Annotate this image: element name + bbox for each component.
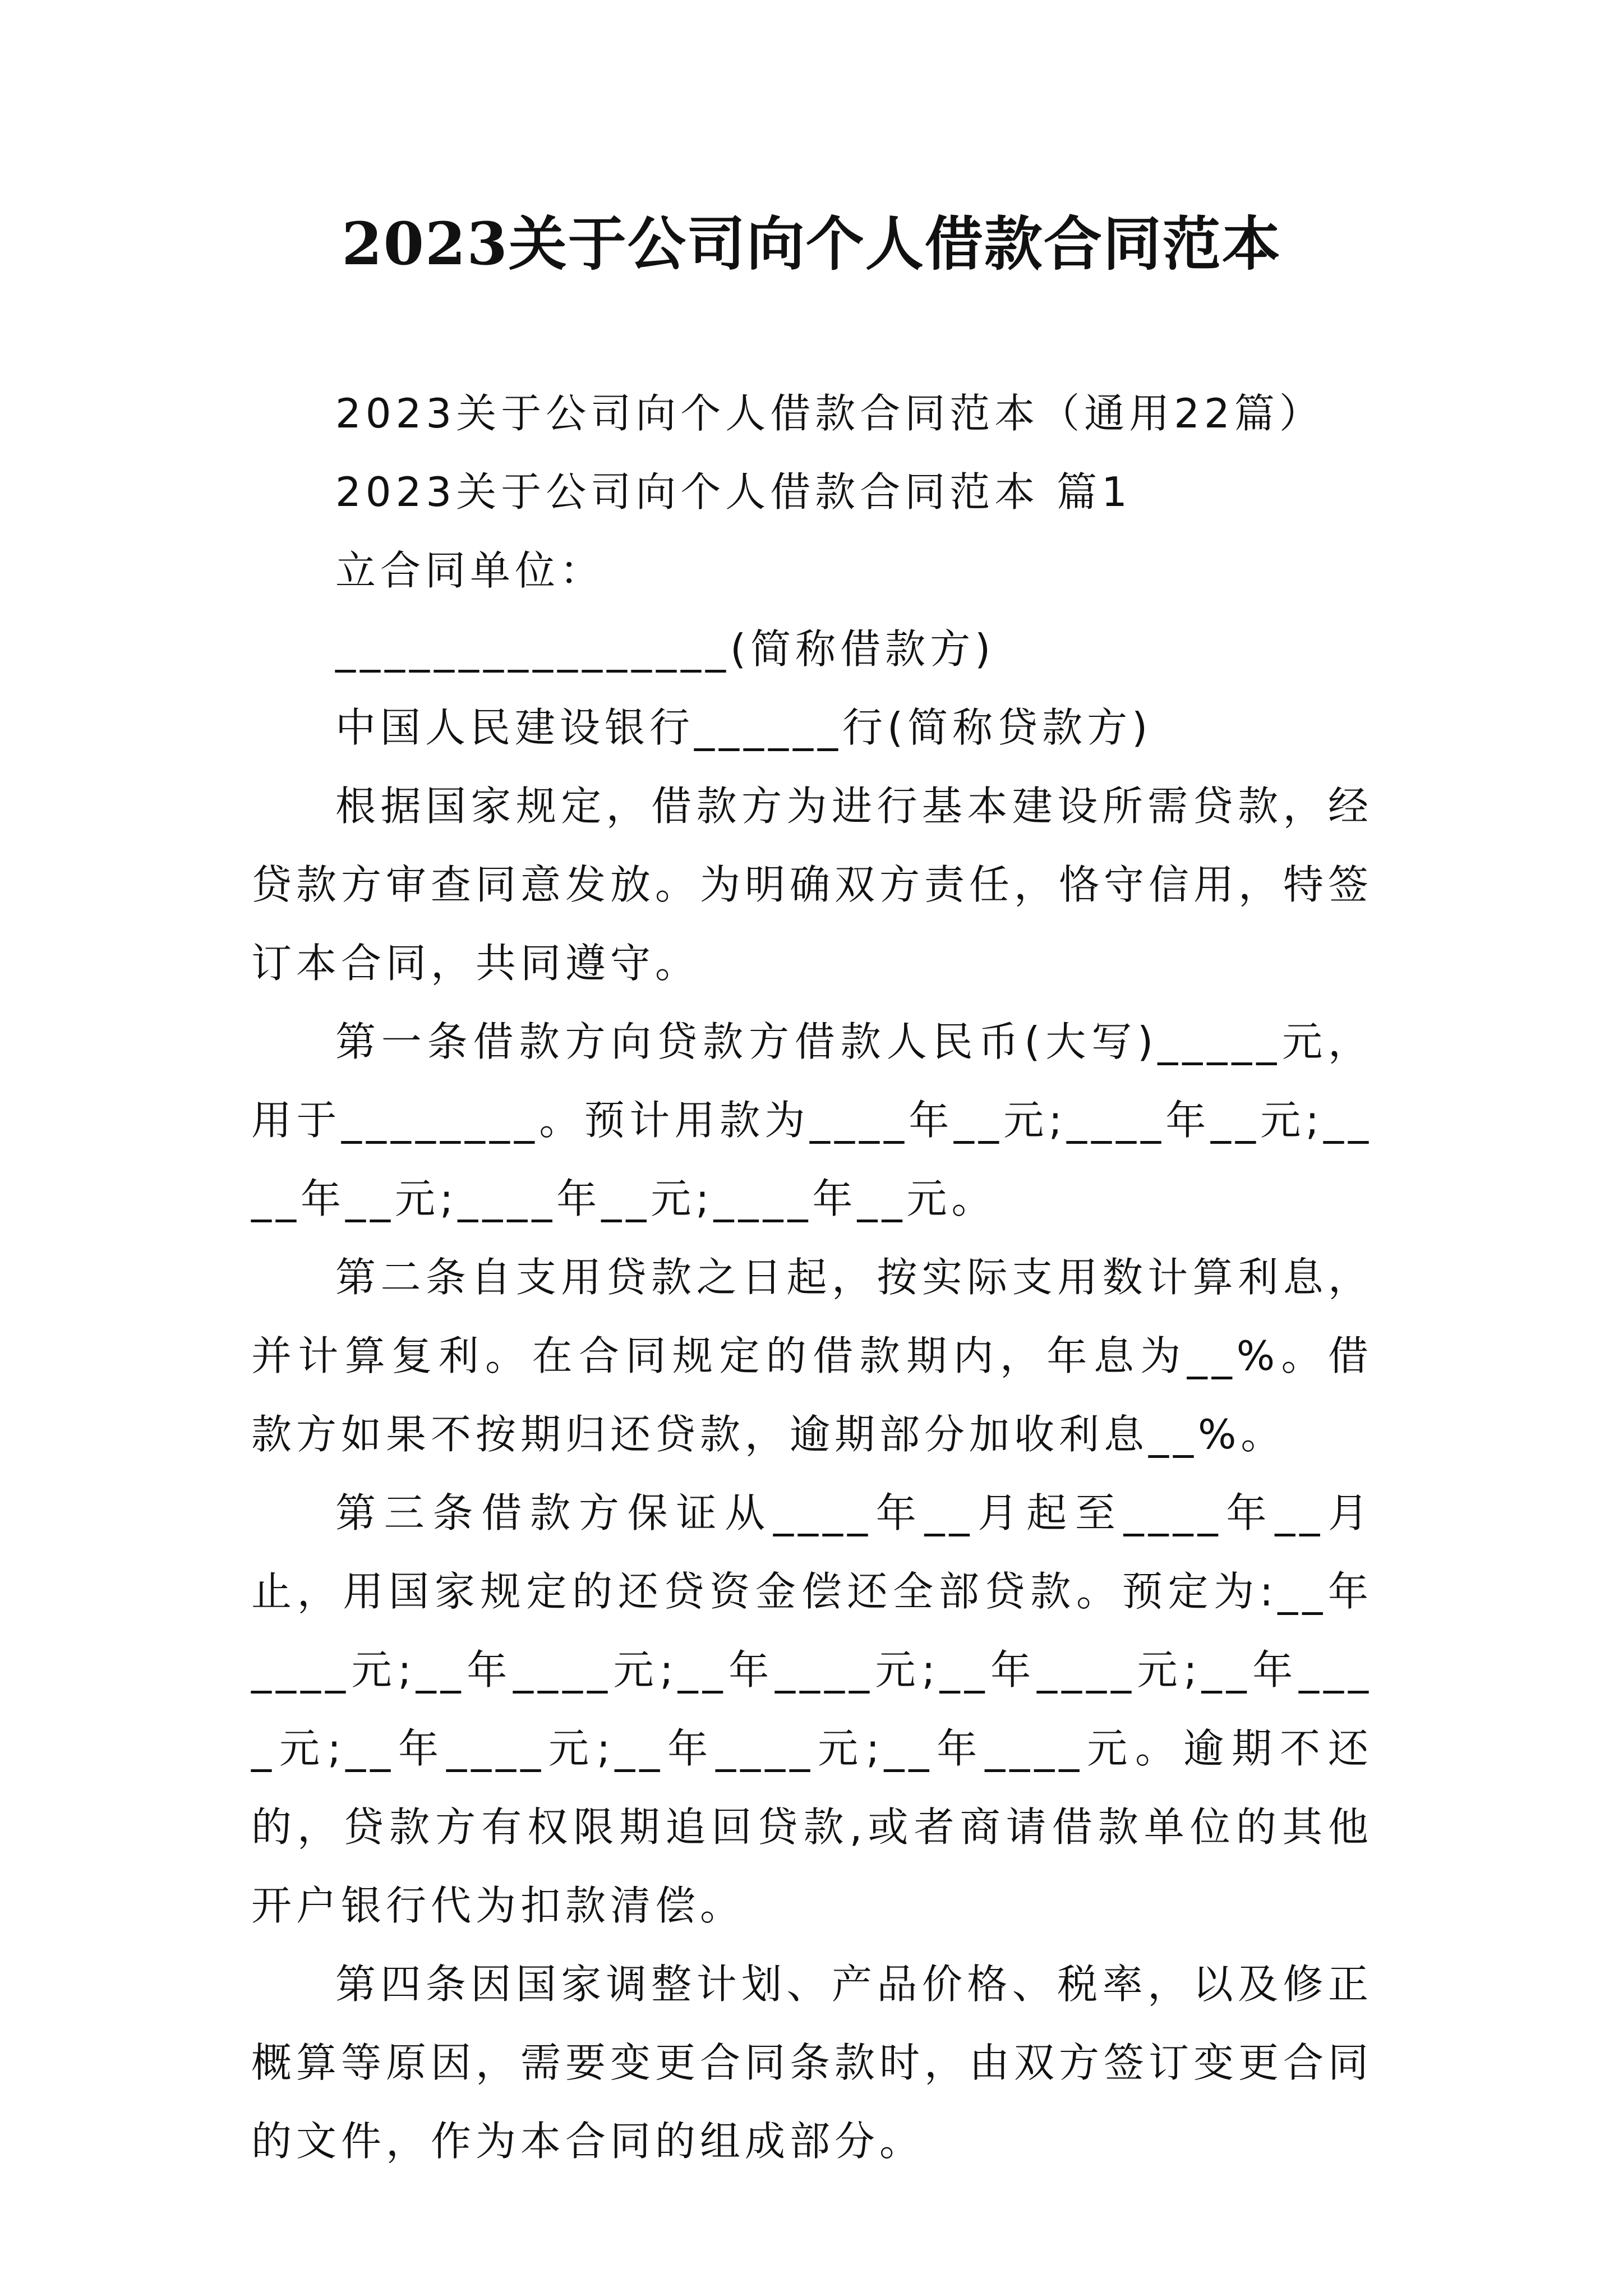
- lender-line: 中国人民建设银行______行(简称贷款方): [335, 704, 1152, 751]
- clause-2: 第二条自支用贷款之日起，按实际支用数计算利息，并计算复利。在合同规定的借款期内，年息为__%。借款方如果不按期归还贷款，逾期部分加收利息__%。: [251, 1254, 1373, 1458]
- clause-4: 第四条因国家调整计划、产品价格、税率，以及修正概算等原因，需要变更合同条款时，由双方签订变更合同的文件，作为本合同的组成部分。: [251, 1961, 1373, 2165]
- section-heading: 2023关于公司向个人借款合同范本 篇1: [335, 468, 1132, 516]
- clause-3: 第三条借款方保证从____年__月起至____年__月止，用国家规定的还贷资金偿还全部贷款。预定为:__年____元;__年____元;__年____元;__年____元;__年____元;__年____元;__年____元;__年____元。逾期不还的，贷款方有权限期追回贷款,或者商请借款单位的其他开户银行代为扣款清偿。: [251, 1489, 1373, 1929]
- borrower-line: ________________(简称借款方): [335, 625, 995, 673]
- clause-1: 第一条借款方向贷款方借款人民币(大写)_____元，用于________。预计用款为____年__元;____年__元;____年__元;____年__元;____年__元。: [251, 1018, 1373, 1222]
- document-title: 2023关于公司向个人借款合同范本: [342, 209, 1281, 278]
- preamble-paragraph: 根据国家规定，借款方为进行基本建设所需贷款，经贷款方审查同意发放。为明确双方责任，恪守信用，特签订本合同，共同遵守。: [251, 783, 1373, 987]
- contract-parties-label: 立合同单位：: [335, 547, 605, 594]
- document-body: [251, 374, 1373, 2180]
- subtitle-paragraph: 2023关于公司向个人借款合同范本（通用22篇）: [335, 390, 1324, 437]
